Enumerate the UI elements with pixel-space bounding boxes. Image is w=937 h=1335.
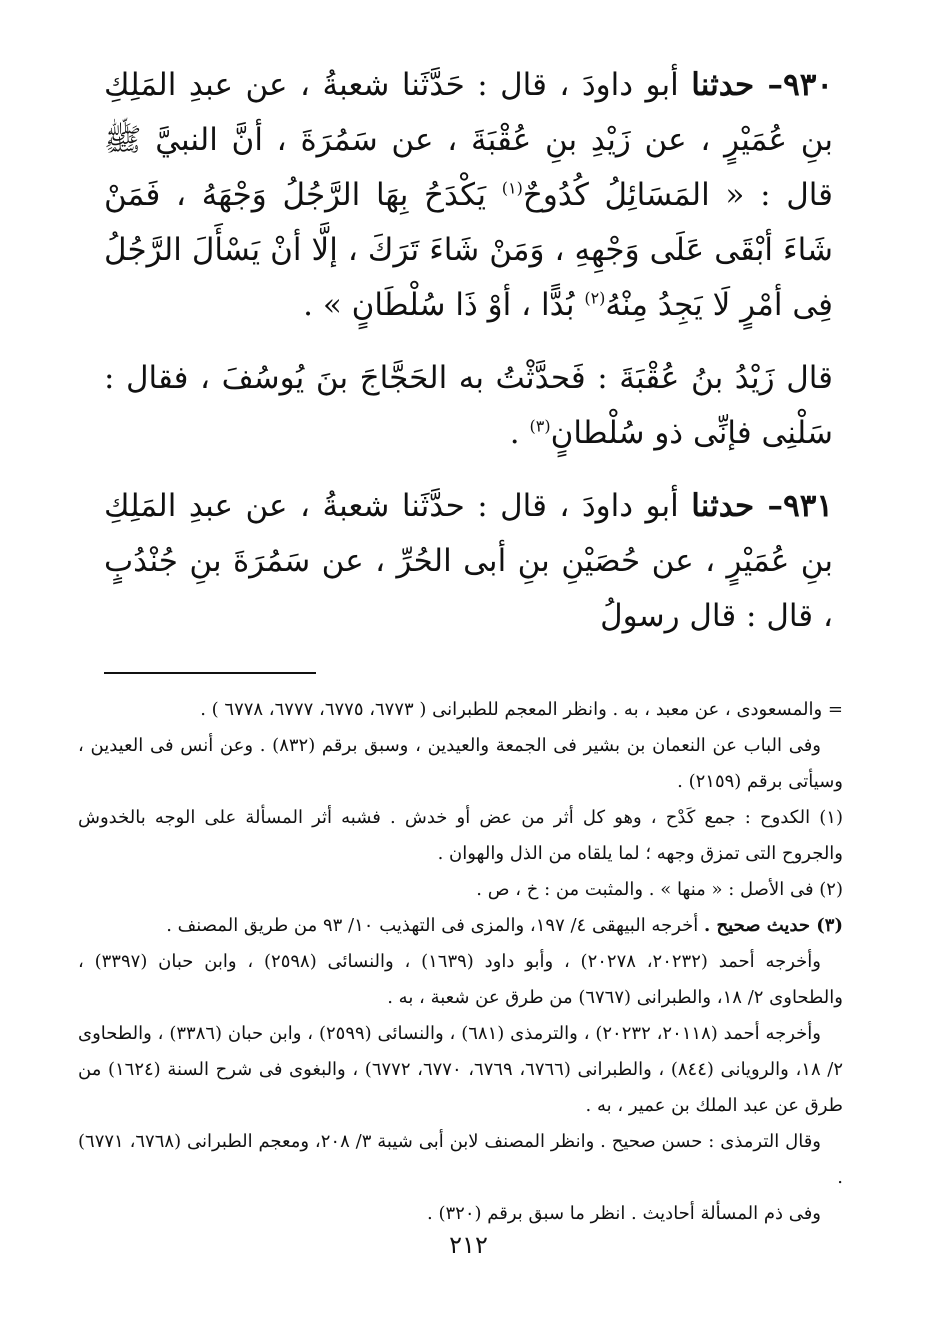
footnote-1: (١) الكدوح : جمع كَدْح ، وهو كل أثر من عض أو خدش . فشبه أثر المسألة على الوجه بالخدوش والجروح التى تمزق وجهه ؛ لما يلقاه من الذل والهوان .	[78, 807, 843, 864]
saying-end: .	[509, 415, 520, 451]
footnote-ref-2: (٢)	[584, 288, 606, 308]
hadith-text-end: بُدًّا ، أوْ ذَا سُلْطَانٍ » .	[303, 287, 575, 323]
hadith-931	[104, 479, 833, 644]
footnote-divider	[104, 672, 316, 674]
hadith-lead: – حدثنا	[691, 488, 784, 524]
footnote-ref-3: (٣)	[529, 416, 551, 436]
footnote-3	[78, 908, 843, 944]
footnotes	[78, 692, 843, 1232]
footnote-continuation: = والمسعودى ، عن معبد ، به . وانظر المعجم للطبرانى ( ٦٧٧٣، ٦٧٧٥، ٦٧٧٧، ٦٧٧٨ ) .	[200, 699, 843, 720]
footnote-ref-1: (١)	[501, 178, 523, 198]
footnote-3-text: أخرجه البيهقى ٤/ ١٩٧، والمزى فى التهذيب ١٠/ ٩٣ من طريق المصنف .	[166, 915, 699, 936]
hadith-text-continued: يَكْدَحُ بِهَا الرَّجُلُ وَجْهَهُ ، فَمَنْ شَاءَ أبْقَى عَلَى وَجْهِهِ ، وَمَنْ شَاءَ تَرَكَ ، إلَّا أنْ يَسْأَلَ الرَّجُلُ فِى أمْرٍ لَا يَجِدُ مِنْهُ	[104, 177, 833, 323]
hadith-text: أبو داودَ ، قال : حدَّثَنا شعبةُ ، عن عبدِ المَلِكِ بنِ عُمَيْرٍ ، عن حُصَيْنِ بنِ أبى الحُرِّ ، عن سَمُرَةَ بنِ جُنْدُبٍ ، قال : قال رسولُ	[104, 488, 833, 634]
hadith-text: أبو داودَ ، قال : حَدَّثَنا شعبةُ ، عن عبدِ المَلِكِ بنِ عُمَيْرٍ ، عن زَيْدِ بنِ عُقْبَةَ ، عن سَمُرَةَ ، أنَّ النبيَّ ﷺ قال : « المَسَائِلُ كُدُوحٌ	[104, 67, 834, 213]
footnote-3-paragraph: وأخرجه أحمد (٢٠٢٣٢، ٢٠٢٧٨) ، وأبو داود (١٦٣٩) ، والنسائى (٢٥٩٨) ، وابن حبان (٣٣٩٧) ، والطحاوى ٢/ ١٨، والطبرانى (٦٧٦٧) من طرق عن شعبة ، به .	[78, 951, 843, 1008]
saying-text: قال زَيْدُ بنُ عُقْبَةَ : فَحدَّثْتُ به الحَجَّاجَ بنَ يُوسُفَ ، فقال : سَلْنِى فإنِّى ذو سُلْطانٍ	[104, 360, 833, 451]
hadith-930	[104, 58, 833, 333]
footnote-3-paragraph: وقال الترمذى : حسن صحيح . وانظر المصنف لابن أبى شيبة ٣/ ٢٠٨، ومعجم الطبرانى (٦٧٦٨، ٦٧٧١) .	[78, 1131, 843, 1188]
footnote-3-label: (٣) حديث صحيح .	[704, 915, 843, 936]
main-text	[104, 58, 833, 644]
footnote-2: (٢) فى الأصل : « منها » . والمثبت من : خ ، ص .	[476, 879, 843, 900]
hadith-number: ٩٣٠	[783, 67, 834, 103]
footnote-3-paragraph: وأخرجه أحمد (٢٠١١٨، ٢٠٢٣٢) ، والترمذى (٦٨١) ، والنسائى (٢٥٩٩) ، وابن حبان (٣٣٨٦) ، والطحاوى ٢/ ١٨، والرويانى (٨٤٤) ، والطبرانى (٦٧٦٦، ٦٧٦٩، ٦٧٧٠، ٦٧٧٢) ، والبغوى فى شرح السنة (١٦٢٤) من طرق عن عبد الملك بن عمير ، به .	[78, 1023, 844, 1116]
hadith-number: ٩٣١	[783, 488, 834, 524]
zayd-saying	[104, 351, 833, 461]
footnote-3-paragraph: وفى ذم المسألة أحاديث . انظر ما سبق برقم (٣٢٠) .	[427, 1203, 821, 1224]
footnote-continuation-2: وفى الباب عن النعمان بن بشير فى الجمعة والعيدين ، وسبق برقم (٨٣٢) . وعن أنس فى العيدين ، وسيأتى برقم (٢١٥٩) .	[78, 735, 843, 792]
page-number: ٢١٢	[449, 1231, 488, 1259]
hadith-lead: – حدثنا	[691, 67, 784, 103]
